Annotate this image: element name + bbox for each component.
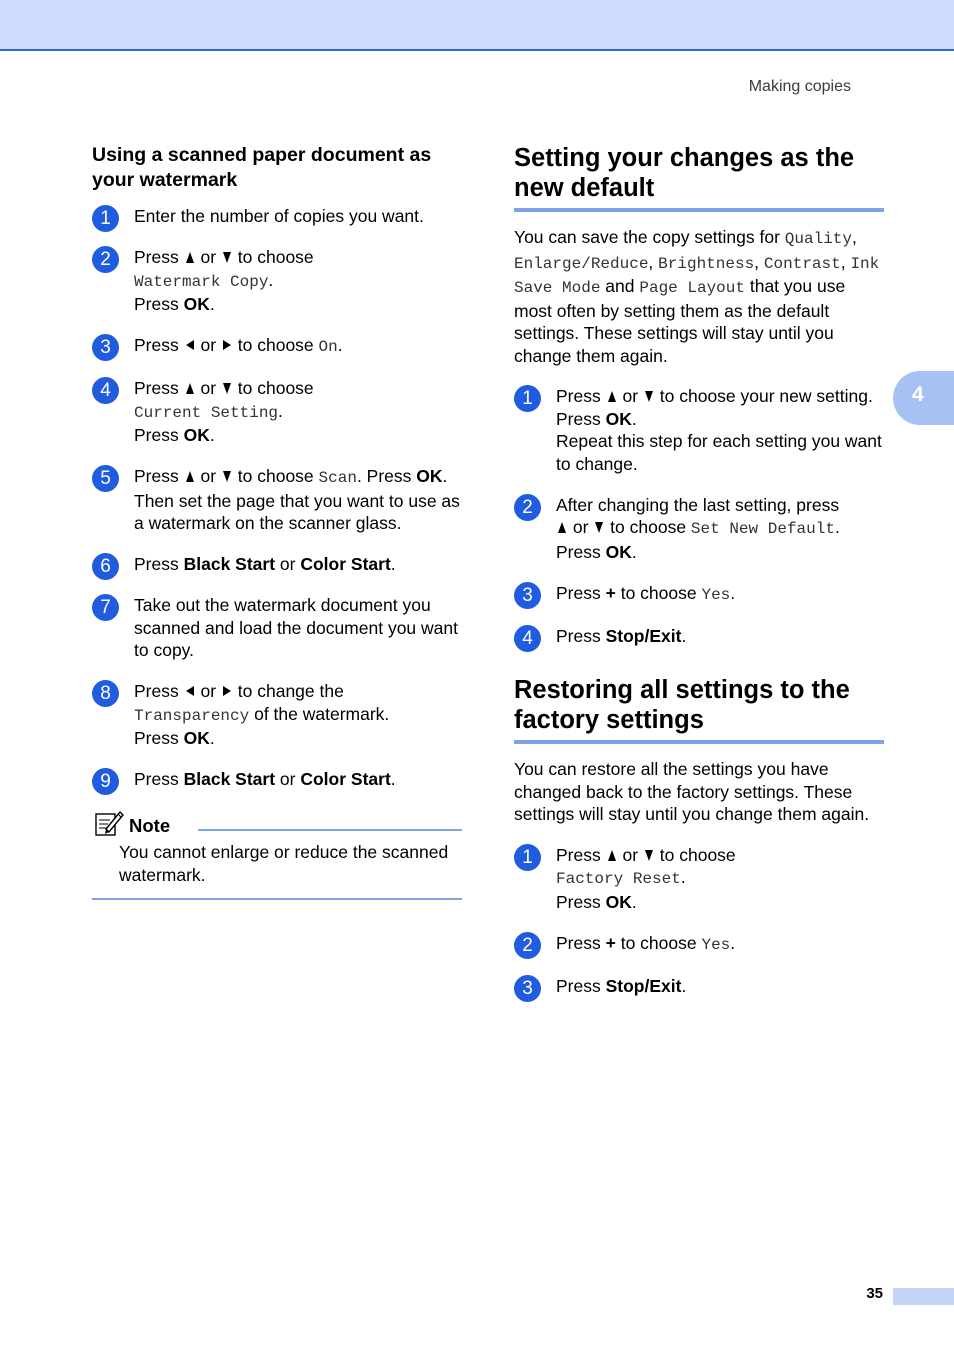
step-number-badge: 3 [514, 582, 541, 609]
text-run: . [390, 769, 396, 789]
note-top-rule [198, 829, 462, 831]
key-label: + [605, 932, 616, 953]
key-label: Color Start [300, 554, 391, 574]
text-run: Press [134, 335, 184, 355]
text-run: , [840, 251, 851, 272]
arrow-right-icon [223, 340, 231, 350]
step-number-badge: 2 [514, 494, 541, 521]
key-label: Black Start [183, 554, 276, 574]
arrow-up-icon [186, 471, 194, 482]
text-run: . [278, 400, 283, 421]
text-run: and [600, 276, 640, 296]
factory-intro [514, 758, 884, 826]
text-run: Press [134, 294, 184, 314]
text-run: Press [556, 408, 606, 429]
step-item [514, 582, 884, 607]
text-run: . [681, 975, 687, 996]
step-item [92, 553, 462, 576]
step-item [514, 494, 884, 564]
text-run: Press [134, 681, 184, 701]
text-run: Take out the watermark document you scanned and load the document you want to copy. [134, 595, 458, 660]
text-run: or [195, 335, 221, 355]
step-text [556, 625, 884, 648]
note-text: You cannot enlarge or reduce the scanned watermark. [119, 842, 449, 885]
text-run: Press [134, 466, 184, 486]
key-label: Black Start [183, 769, 276, 789]
key-label: OK [605, 541, 632, 562]
step-text [134, 246, 462, 316]
key-label: OK [605, 408, 632, 429]
watermark-steps [92, 205, 462, 791]
text-run: Press [556, 844, 606, 865]
step-item [92, 465, 462, 535]
key-label: Color Start [300, 769, 391, 789]
step-text [556, 975, 884, 998]
text-run: or [275, 554, 301, 574]
default-intro [514, 226, 884, 367]
text-run: to choose your new setting. [654, 386, 873, 406]
text-run: Repeat this step for each setting you want to change. [556, 431, 882, 474]
step-text [134, 334, 462, 359]
lcd-option: Contrast [763, 254, 841, 273]
step-text [134, 465, 462, 535]
text-run: or [617, 386, 643, 406]
note-box [92, 809, 462, 900]
step-number-badge: 1 [514, 385, 541, 412]
step-number-badge: 3 [514, 975, 541, 1002]
step-number-badge: 8 [92, 680, 119, 707]
text-run: . [834, 517, 840, 537]
step-number-badge: 3 [92, 334, 119, 361]
step-text [134, 205, 462, 228]
text-run: of the watermark. [249, 703, 390, 724]
step-number-badge: 2 [514, 932, 541, 959]
text-run: . Then set the page that you want to use as a watermark on the scanner glass. [134, 466, 460, 533]
text-run: . [730, 932, 736, 953]
text-run: You can save the copy settings for [514, 227, 785, 247]
text-run: Press [134, 554, 184, 574]
text-run: to choose [615, 582, 702, 603]
lcd-option: On [318, 338, 338, 356]
arrow-up-icon [186, 252, 194, 263]
section-rule [514, 740, 884, 744]
step-number-badge: 1 [92, 205, 119, 232]
step-item [514, 625, 884, 648]
text-run: Press [556, 975, 606, 996]
running-head: Making copies [748, 78, 851, 95]
arrow-right-icon [223, 686, 231, 696]
step-item [514, 975, 884, 998]
lcd-option: Scan [318, 469, 357, 487]
step-text [556, 844, 884, 914]
step-number-badge: 5 [92, 465, 119, 492]
text-run: Enter the number of copies you want. [134, 206, 424, 226]
text-run: Press [134, 425, 184, 445]
note-pencil-icon [94, 809, 124, 837]
default-steps [514, 385, 884, 647]
arrow-down-icon [223, 383, 231, 394]
lcd-option: Ink Save Mode [514, 254, 880, 297]
arrow-down-icon [645, 850, 653, 861]
text-run: Press [556, 932, 606, 953]
header-band [0, 0, 954, 51]
text-run: Press [556, 582, 606, 603]
text-run: , [852, 227, 857, 247]
step-text [134, 680, 462, 750]
key-label: Stop/Exit [605, 975, 682, 996]
text-run: to choose [615, 932, 702, 953]
note-header [92, 809, 462, 839]
step-number-badge: 4 [92, 377, 119, 404]
text-run: or [617, 844, 643, 865]
key-label: OK [183, 728, 210, 748]
text-run: Press [556, 625, 606, 646]
text-run: to choose [605, 517, 691, 537]
factory-steps [514, 844, 884, 998]
text-run: Press [134, 378, 184, 398]
default-section-title: Setting your changes as the new default [514, 144, 855, 202]
text-run: to choose [232, 247, 314, 267]
key-label: OK [183, 425, 210, 445]
step-item [92, 246, 462, 316]
step-number-badge: 7 [92, 594, 119, 621]
key-label: OK [183, 294, 210, 314]
text-run: to choose [232, 466, 319, 486]
text-run: . [209, 425, 215, 445]
step-item [92, 205, 462, 228]
step-item [514, 932, 884, 957]
text-run: . [390, 554, 396, 574]
text-run: . [209, 294, 215, 314]
text-run: Press [134, 769, 184, 789]
watermark-subheading: Using a scanned paper document as your watermark [92, 144, 432, 191]
text-run: . [268, 269, 274, 290]
step-text [134, 768, 462, 791]
lcd-option: Current Setting [134, 403, 279, 422]
lcd-option: Yes [701, 935, 731, 954]
step-item [514, 385, 884, 475]
text-run: Press [134, 728, 184, 748]
text-run: or [195, 681, 221, 701]
step-text [556, 385, 884, 475]
key-label: OK [416, 466, 443, 486]
section-rule [514, 208, 884, 212]
text-run: to choose [232, 378, 314, 398]
text-run: or [195, 247, 221, 267]
arrow-left-icon [186, 686, 194, 696]
step-text [556, 932, 884, 957]
text-run: or [195, 466, 221, 486]
chapter-tab [893, 371, 954, 425]
arrow-up-icon [558, 522, 566, 533]
text-run: or [568, 517, 594, 537]
text-run: or [275, 769, 301, 789]
step-number-badge: 2 [92, 246, 119, 273]
step-text [556, 494, 884, 564]
right-column [514, 143, 884, 1016]
arrow-up-icon [186, 383, 194, 394]
text-run: Press [134, 247, 184, 267]
lcd-option: Set New Default [690, 520, 835, 538]
step-item [92, 334, 462, 359]
text-run: Press [556, 891, 606, 912]
step-number-badge: 1 [514, 844, 541, 871]
arrow-up-icon [608, 391, 616, 402]
text-run: . [631, 891, 637, 912]
arrow-left-icon [186, 340, 194, 350]
text-run: . [209, 728, 215, 748]
lcd-option: Transparency [134, 706, 250, 725]
step-text [134, 594, 462, 662]
step-item [92, 594, 462, 662]
key-label: Stop/Exit [605, 625, 682, 646]
arrow-down-icon [595, 522, 603, 533]
text-run: . [681, 625, 687, 646]
lcd-option: Brightness [658, 254, 755, 273]
lcd-option: Enlarge/Reduce [514, 254, 649, 273]
text-run: . [680, 867, 686, 887]
lcd-option: Factory Reset [556, 870, 681, 888]
text-run: or [195, 378, 221, 398]
text-run: . Press [356, 466, 417, 486]
text-run: to choose [232, 335, 319, 355]
factory-section-title: Restoring all settings to the factory settings [514, 676, 850, 734]
step-number-badge: 9 [92, 768, 119, 795]
step-item [92, 680, 462, 750]
text-run: . [631, 408, 637, 429]
step-number-badge: 6 [92, 553, 119, 580]
step-item [92, 768, 462, 791]
text-run: . [631, 541, 637, 562]
lcd-option: Quality [784, 230, 852, 248]
text-run: You can restore all the settings you have changed back to the factory settings. These settings will stay until you change them again. [514, 759, 870, 824]
text-run: Press [556, 541, 606, 562]
page-number-bar [893, 1288, 954, 1305]
text-run: to choose [654, 844, 736, 865]
arrow-up-icon [608, 850, 616, 861]
step-text [134, 553, 462, 576]
note-label: Note [129, 815, 171, 836]
step-text [556, 582, 884, 607]
step-number-badge: 4 [514, 625, 541, 652]
text-run: . [730, 582, 736, 603]
lcd-option: Page Layout [639, 279, 745, 297]
key-label: OK [605, 891, 632, 912]
text-run: Press [556, 386, 606, 406]
step-text [134, 377, 462, 447]
step-item [92, 377, 462, 447]
lcd-option: Watermark Copy [134, 272, 269, 291]
arrow-down-icon [645, 391, 653, 402]
text-run: to change the [232, 681, 344, 701]
chapter-number: 4 [912, 383, 924, 406]
text-run: , [754, 251, 764, 272]
key-label: + [605, 582, 616, 603]
text-run: , [648, 251, 659, 272]
text-run: After changing the last setting, press [556, 494, 840, 515]
text-run: . [337, 335, 343, 355]
arrow-down-icon [223, 471, 231, 482]
lcd-option: Yes [701, 585, 731, 604]
arrow-down-icon [223, 252, 231, 263]
text-run: that you use most often by setting them as the default settings. These settings will stay until you change them again. [514, 276, 846, 366]
step-item [514, 844, 884, 914]
page-number: 35 [866, 1285, 883, 1302]
left-column [92, 143, 462, 900]
